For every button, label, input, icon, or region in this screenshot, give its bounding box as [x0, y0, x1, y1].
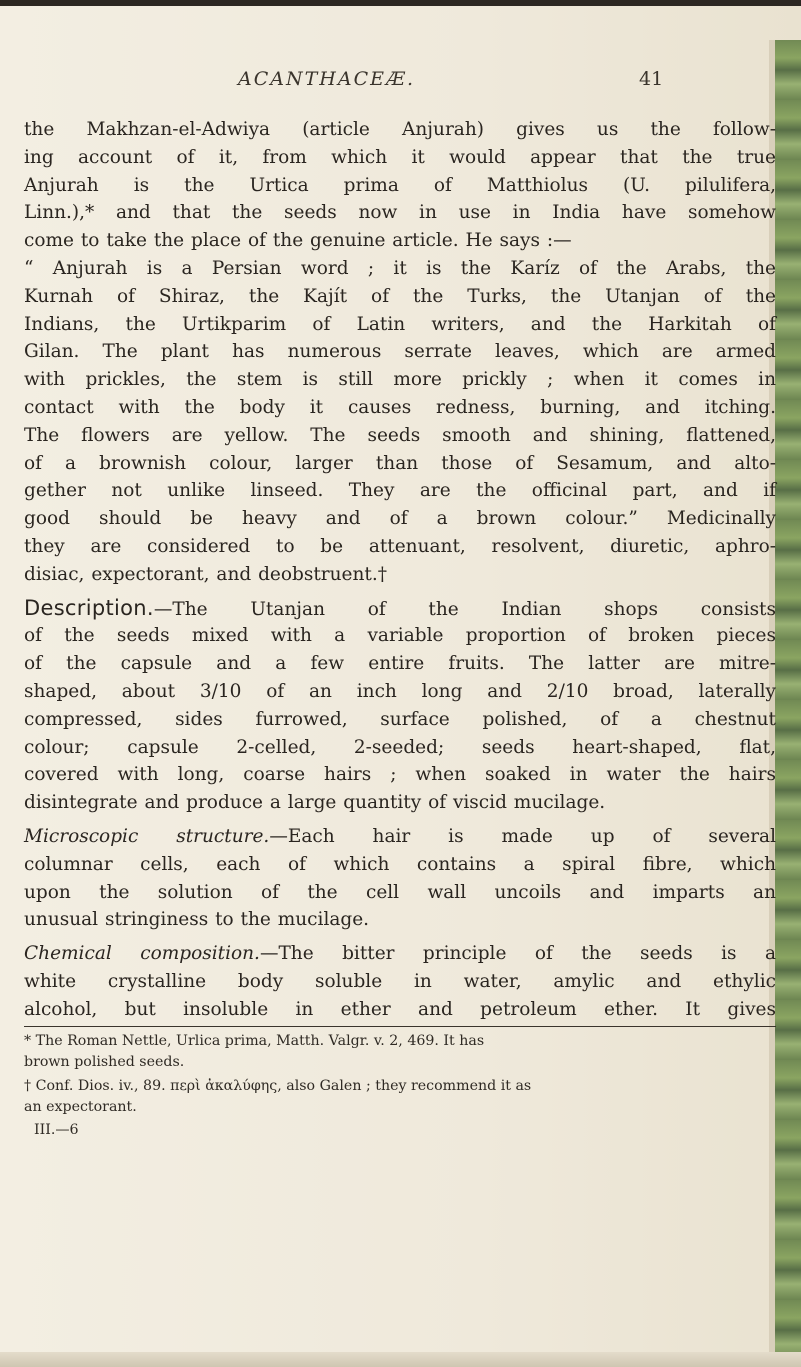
text-line: alcohol, but insoluble in ether and petroleum ether. It gives — [24, 998, 776, 1020]
text-line: ing account of it, from which it would appear that the true — [24, 146, 776, 168]
footnote-line: brown polished seeds. — [24, 1053, 185, 1070]
text-line: disintegrate and produce a large quantity of viscid mucilage. — [24, 792, 606, 814]
page-number: 41 — [639, 68, 664, 90]
text-line: unusual stringiness to the mucilage. — [24, 909, 370, 931]
text-line: white crystalline body soluble in water, amylic and ethylic — [24, 970, 776, 992]
text-line: upon the solution of the cell wall uncoils and imparts an — [24, 881, 776, 903]
text-line: The flowers are yellow. The seeds smooth and shining, flattened, — [24, 424, 776, 446]
footnote-line: † Conf. Dios. iv., 89. περὶ ἀκαλύφης, also Galen ; they recommend it as — [24, 1077, 532, 1094]
signature-mark: III.—6 — [34, 1121, 79, 1138]
section-heading-description: Description. — [24, 595, 154, 620]
text-line: with prickles, the stem is still more prickly ; when it comes in — [24, 369, 776, 391]
text-line: Microscopic structure.—Each hair is made up of several — [24, 825, 776, 847]
bottom-edge — [0, 1352, 801, 1367]
text-line: disiac, expectorant, and deobstruent.† — [24, 563, 387, 585]
section-chemical-composition — [24, 940, 776, 1023]
text-line: contact with the body it causes redness, burning, and itching. — [24, 396, 776, 418]
text-line: of a brownish colour, larger than those of Sesamum, and alto- — [24, 452, 776, 474]
footnote-line: an expectorant. — [24, 1098, 137, 1115]
text-line: shaped, about 3/10 of an inch long and 2/10 broad, laterally — [24, 680, 776, 702]
footnote-line: * The Roman Nettle, Urlica prima, Matth. Valgr. v. 2, 469. It has — [24, 1032, 485, 1049]
text-line: of the seeds mixed with a variable proportion of broken pieces — [24, 625, 776, 647]
text-line: Anjurah is the Urtica prima of Matthiolus (U. pilulifera, — [24, 174, 776, 196]
page-header — [24, 68, 776, 116]
text-line: “ Anjurah is a Persian word ; it is the Karíz of the Arabs, the — [24, 257, 776, 279]
section-heading-microscopic: Microscopic structure. — [24, 825, 270, 847]
footnote-rule — [24, 1026, 776, 1027]
text-line: covered with long, coarse hairs ; when soaked in water the hairs — [24, 764, 776, 786]
text-line: columnar cells, each of which contains a spiral fibre, which — [24, 853, 776, 875]
text-line: gether not unlike linseed. They are the officinal part, and if — [24, 480, 776, 502]
text-line: colour; capsule 2-celled, 2-seeded; seeds heart-shaped, flat, — [24, 736, 776, 758]
paragraph-anjurah — [24, 116, 776, 589]
top-edge — [0, 0, 801, 6]
text-line: compressed, sides furrowed, surface polished, of a chestnut — [24, 708, 776, 730]
section-microscopic-structure — [24, 823, 776, 934]
text-line: the Makhzan-el-Adwiya (article Anjurah) gives us the follow- — [24, 119, 776, 140]
text-line: come to take the place of the genuine article. He says :— — [24, 230, 572, 252]
text-line: Kurnah of Shiraz, the Kajít of the Turks, the Utanjan of the — [24, 285, 776, 307]
text-line: Gilan. The plant has numerous serrate leaves, which are armed — [24, 341, 776, 363]
text-line: Chemical composition.—The bitter principle of the seeds is a — [24, 943, 776, 965]
running-title: ACANTHACEÆ. — [238, 68, 416, 90]
text-line: good should be heavy and of a brown colour.” Medicinally — [24, 508, 776, 530]
footnotes — [24, 1031, 776, 1141]
section-heading-chemical: Chemical composition. — [24, 943, 260, 965]
text-block — [24, 68, 776, 1308]
text-line: of the capsule and a few entire fruits. The latter are mitre- — [24, 653, 776, 675]
text-line: Description.—The Utanjan of the Indian shops consists — [24, 595, 776, 620]
text-line: they are considered to be attenuant, resolvent, diuretic, aphro- — [24, 535, 776, 557]
text-line: Linn.),* and that the seeds now in use in India have somehow — [24, 202, 776, 224]
text-line: Indians, the Urtikparim of Latin writers, and the Harkitah of — [24, 313, 776, 335]
section-description — [24, 595, 776, 817]
background-foliage — [775, 40, 801, 1367]
